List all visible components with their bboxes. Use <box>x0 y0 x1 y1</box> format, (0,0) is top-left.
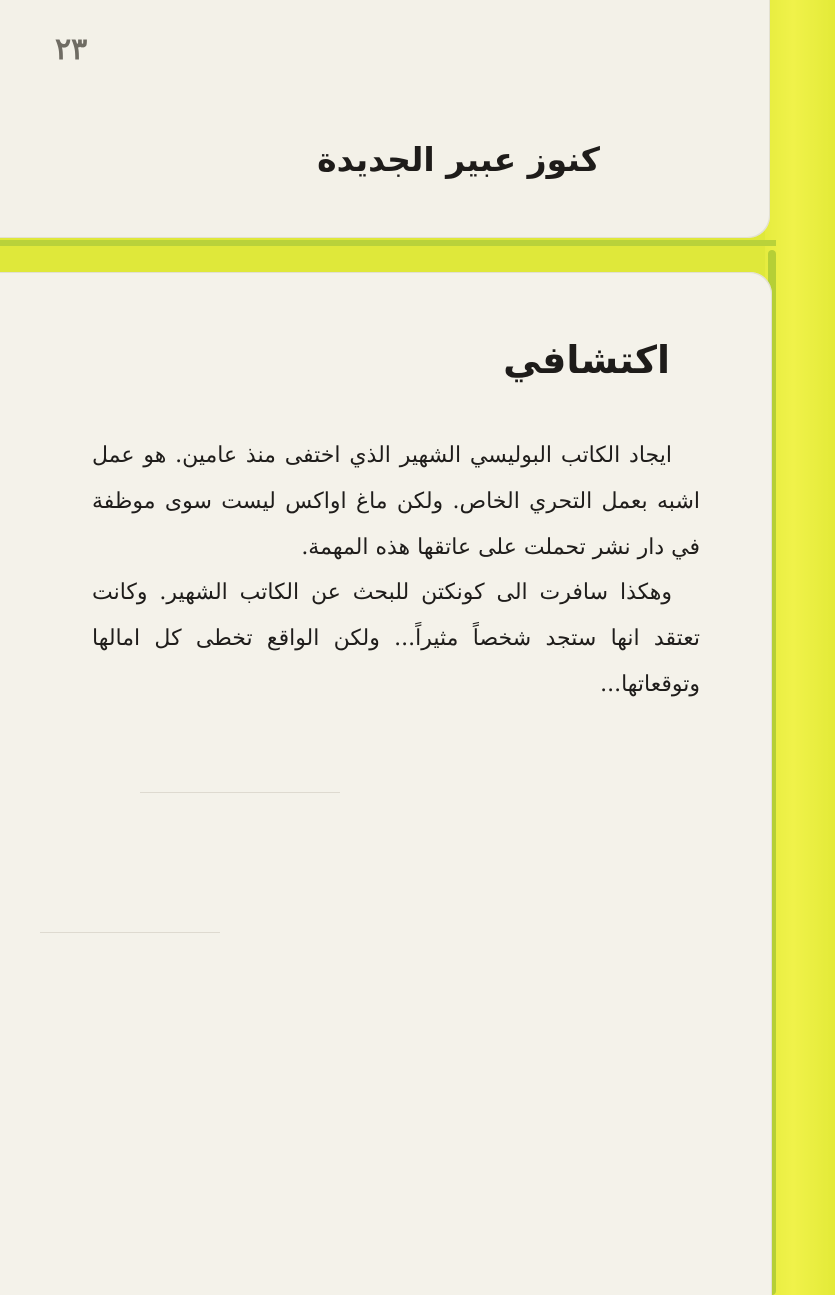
blurb-paragraph: وهكذا سافرت الى كونكتن للبحث عن الكاتب الشهير. وكانت تعتقد انها ستجد شخصاً مثيراً... ولكن الواقع تخطى كل امالها وتوقعاتها... <box>92 580 700 697</box>
blurb <box>92 433 700 708</box>
green-divider-horizontal <box>0 240 776 246</box>
header-panel <box>0 0 770 238</box>
book-title: اكتشافي <box>503 338 670 382</box>
paper-crease <box>40 932 220 933</box>
blurb-paragraph: ايجاد الكاتب البوليسي الشهير الذي اختفى منذ عامين. هو عمل اشبه بعمل التحري الخاص. ولكن ماغ اواكس ليست سوى موظفة في دار نشر تحملت على عاتقها هذه المهمة. <box>92 443 700 560</box>
page-number: ٢٣ <box>55 32 88 67</box>
series-title: كنوز عبير الجديدة <box>317 140 600 179</box>
content-panel <box>0 272 772 1295</box>
paper-crease <box>140 792 340 793</box>
